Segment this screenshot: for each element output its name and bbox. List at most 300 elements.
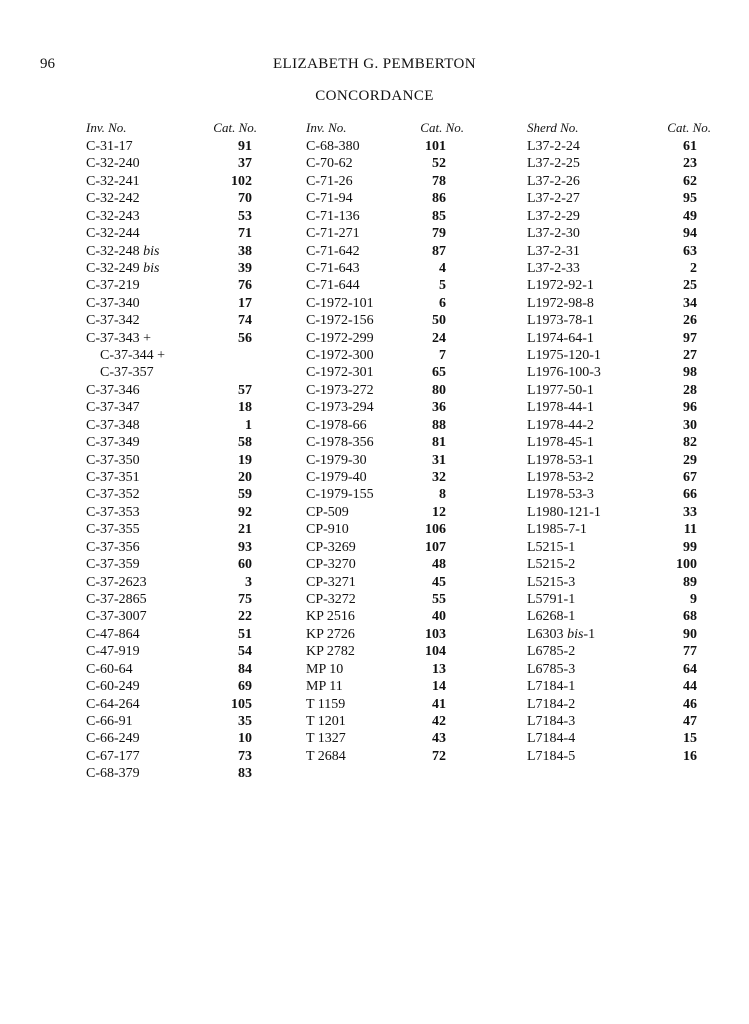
inventory-number-text: C-71-644	[306, 278, 360, 294]
concordance-row	[306, 643, 476, 660]
catalogue-number: 69	[238, 679, 252, 695]
inventory-number-text: C-1972-300	[306, 348, 374, 364]
inventory-number	[527, 295, 594, 312]
catalogue-number: 89	[683, 574, 697, 590]
catalogue-number: 51	[238, 626, 252, 642]
inventory-number	[86, 330, 151, 347]
catalogue-number: 60	[238, 557, 252, 573]
sherd-number-header: Sherd No.	[527, 120, 579, 135]
concordance-row	[86, 364, 256, 381]
inventory-number-text: CP-509	[306, 504, 349, 520]
concordance-row	[306, 190, 476, 207]
inventory-number	[86, 155, 140, 172]
inventory-number-text: L37-2-30	[527, 226, 580, 242]
inventory-number	[86, 382, 140, 399]
inventory-number-text: C-1979-30	[306, 452, 367, 468]
concordance-row	[86, 696, 256, 713]
inventory-number	[86, 260, 160, 277]
inventory-number	[86, 765, 140, 782]
catalogue-number: 32	[432, 470, 446, 486]
catalogue-number: 56	[238, 330, 252, 346]
concordance-row	[306, 591, 476, 608]
bis-suffix: bis	[143, 260, 160, 276]
inventory-number	[527, 469, 594, 486]
bis-suffix: bis	[567, 626, 584, 642]
inventory-number	[527, 208, 580, 225]
inventory-number-text: C-37-347	[86, 400, 140, 416]
inventory-number	[86, 399, 140, 416]
inventory-number	[306, 556, 356, 573]
inventory-number-text: C-1972-156	[306, 313, 374, 329]
catalogue-number: 75	[238, 591, 252, 607]
inventory-number	[306, 504, 349, 521]
inventory-number	[306, 225, 360, 242]
catalogue-number: 71	[238, 226, 252, 242]
concordance-row	[306, 434, 476, 451]
inventory-number-text: C-37-343 +	[86, 330, 152, 346]
concordance-row	[86, 277, 256, 294]
concordance-row	[306, 486, 476, 503]
inventory-number	[527, 486, 594, 503]
inventory-number-text: C-71-94	[306, 191, 353, 207]
inventory-number-text: C-68-379	[86, 766, 140, 782]
inventory-number-text: C-71-271	[306, 226, 360, 242]
catalogue-number: 100	[676, 557, 697, 573]
page-number: 96	[40, 56, 55, 72]
inventory-number	[86, 748, 140, 765]
concordance-row	[527, 190, 697, 207]
inventory-number	[306, 295, 374, 312]
inventory-number-text: C-37-355	[86, 522, 140, 538]
concordance-row	[86, 452, 256, 469]
inventory-number	[527, 626, 595, 643]
inventory-number-text: C-37-342	[86, 313, 140, 329]
inventory-number	[306, 155, 353, 172]
catalogue-number: 19	[238, 452, 252, 468]
concordance-row	[86, 504, 256, 521]
catalogue-number: 77	[683, 644, 697, 660]
inventory-number	[86, 243, 160, 260]
concordance-row	[527, 626, 697, 643]
catalogue-number: 91	[238, 139, 252, 154]
inventory-number	[527, 713, 575, 730]
catalogue-number: 92	[238, 504, 252, 520]
concordance-row	[306, 417, 476, 434]
inventory-number	[306, 574, 356, 591]
catalogue-number: 96	[683, 400, 697, 416]
catalogue-number: 68	[683, 609, 697, 625]
inventory-number-text: C-68-380	[306, 139, 360, 154]
catalogue-number: 10	[238, 731, 252, 747]
catalogue-number: 99	[683, 539, 697, 555]
inventory-number-text: MP 11	[306, 679, 343, 695]
inventory-number-text: C-70-62	[306, 156, 353, 172]
inventory-number	[527, 155, 580, 172]
concordance-row	[86, 748, 256, 765]
catalogue-number: 30	[683, 417, 697, 433]
inventory-number	[527, 556, 575, 573]
inventory-number-text: CP-3270	[306, 557, 356, 573]
inventory-number	[527, 504, 601, 521]
inventory-number	[306, 486, 374, 503]
inventory-number-text: L1976-100-3	[527, 365, 601, 381]
column-header	[86, 120, 256, 136]
inventory-number	[86, 312, 140, 329]
inventory-number-text: C-37-2623	[86, 574, 147, 590]
inventory-number-text: L1978-44-1	[527, 400, 594, 416]
concordance-row	[306, 574, 476, 591]
concordance-row	[306, 364, 476, 381]
inventory-number	[527, 730, 575, 747]
inventory-number-text: CP-3269	[306, 539, 356, 555]
concordance-row	[86, 626, 256, 643]
inventory-number-text: T 1327	[306, 731, 346, 747]
catalogue-number: 15	[683, 731, 697, 747]
inventory-number	[86, 521, 140, 538]
catalogue-number: 62	[683, 173, 697, 189]
inventory-number-text: C-37-352	[86, 487, 140, 503]
concordance-row	[306, 330, 476, 347]
concordance-row	[306, 295, 476, 312]
inventory-number-text: L7184-1	[527, 679, 576, 695]
inventory-number	[86, 504, 140, 521]
inventory-number	[306, 626, 355, 643]
concordance-row	[86, 556, 256, 573]
inventory-number-text: C-37-357	[100, 365, 154, 381]
inventory-number	[86, 138, 133, 155]
concordance-row	[527, 452, 697, 469]
concordance-row	[86, 312, 256, 329]
inventory-number-text: C-37-349	[86, 435, 140, 451]
bis-suffix: bis	[143, 243, 160, 259]
inventory-number-text: L1980-121-1	[527, 504, 601, 520]
inventory-number-text: C-32-240	[86, 156, 140, 172]
inventory-number	[86, 417, 140, 434]
inventory-number	[527, 382, 594, 399]
inventory-number-text: C-32-242	[86, 191, 140, 207]
concordance-column-1	[86, 120, 256, 783]
inventory-number-text: C-71-642	[306, 243, 360, 259]
catalogue-number: 47	[683, 713, 697, 729]
catalogue-number: 83	[238, 766, 252, 782]
inventory-number-text: C-1973-272	[306, 382, 374, 398]
inventory-number	[86, 696, 140, 713]
inventory-number	[306, 521, 349, 538]
concordance-row	[306, 347, 476, 364]
inventory-number	[86, 469, 140, 486]
catalogue-number: 26	[683, 313, 697, 329]
inventory-number-text: C-64-264	[86, 696, 140, 712]
concordance-row	[306, 225, 476, 242]
catalogue-number: 13	[432, 661, 446, 677]
inventory-number	[527, 748, 575, 765]
concordance-row	[86, 486, 256, 503]
concordance-row	[86, 608, 256, 625]
catalogue-number: 29	[683, 452, 697, 468]
concordance-row	[527, 434, 697, 451]
catalogue-number: 43	[432, 731, 446, 747]
inventory-number-text: CP-910	[306, 522, 349, 538]
catalogue-number: 63	[683, 243, 697, 259]
inventory-number-text: C-37-348	[86, 417, 140, 433]
catalogue-number: 61	[683, 139, 697, 154]
inventory-number	[527, 643, 575, 660]
inventory-number-text: L1978-53-1	[527, 452, 594, 468]
catalogue-number: 52	[432, 156, 446, 172]
inventory-number	[527, 539, 575, 556]
inventory-number	[86, 678, 140, 695]
inventory-number-text: C-71-26	[306, 173, 353, 189]
catalogue-number: 81	[432, 435, 446, 451]
inventory-number	[527, 260, 580, 277]
catalogue-number: 39	[238, 260, 252, 276]
inventory-number	[527, 312, 594, 329]
catalogue-number: 38	[238, 243, 252, 259]
catalogue-number: 42	[432, 713, 446, 729]
inventory-number	[306, 608, 355, 625]
concordance-row	[86, 225, 256, 242]
concordance-row	[306, 469, 476, 486]
column-header	[306, 120, 476, 136]
concordance-row	[306, 277, 476, 294]
concordance-row	[86, 382, 256, 399]
concordance-row	[527, 399, 697, 416]
column-header	[527, 120, 711, 136]
inventory-number-text: L1978-53-3	[527, 487, 594, 503]
inventory-number-text: L37-2-33	[527, 260, 580, 276]
inventory-number	[306, 382, 374, 399]
inventory-number	[527, 364, 601, 381]
catalogue-number: 25	[683, 278, 697, 294]
concordance-row	[306, 539, 476, 556]
concordance-row	[306, 661, 476, 678]
inventory-number-text: L1974-64-1	[527, 330, 594, 346]
catalogue-number-header: Cat. No.	[213, 120, 257, 135]
section-title: CONCORDANCE	[315, 88, 434, 104]
concordance-row	[86, 434, 256, 451]
concordance-row	[527, 556, 697, 573]
inventory-number	[527, 434, 594, 451]
concordance-row	[527, 138, 697, 155]
catalogue-number: 22	[238, 609, 252, 625]
inventory-number-text: L37-2-31	[527, 243, 580, 259]
inventory-number-text: C-37-340	[86, 295, 140, 311]
concordance-row	[86, 260, 256, 277]
catalogue-number: 34	[683, 295, 697, 311]
inventory-number-text: L1985-7-1	[527, 522, 587, 538]
concordance-row	[527, 486, 697, 503]
concordance-row	[306, 730, 476, 747]
inventory-number	[86, 452, 140, 469]
catalogue-number: 76	[238, 278, 252, 294]
inventory-number	[86, 434, 140, 451]
catalogue-number: 21	[238, 522, 252, 538]
concordance-row	[86, 138, 256, 155]
inventory-number	[527, 696, 575, 713]
concordance-row	[86, 347, 256, 364]
column-rows	[306, 138, 476, 765]
inventory-number-text: L5791-1	[527, 591, 576, 607]
catalogue-number: 66	[683, 487, 697, 503]
inventory-number	[306, 208, 360, 225]
inventory-number	[306, 434, 374, 451]
catalogue-number: 53	[238, 208, 252, 224]
inventory-number-text: C-37-351	[86, 470, 140, 486]
catalogue-number: 102	[231, 173, 252, 189]
inventory-number	[527, 574, 575, 591]
catalogue-number: 5	[439, 278, 446, 294]
inventory-number	[86, 608, 147, 625]
inventory-number	[86, 225, 140, 242]
inventory-number	[86, 208, 140, 225]
catalogue-number: 20	[238, 470, 252, 486]
concordance-row	[527, 713, 697, 730]
concordance-row	[527, 539, 697, 556]
catalogue-number: 41	[432, 696, 446, 712]
catalogue-number: 31	[432, 452, 446, 468]
inventory-number-text: C-37-350	[86, 452, 140, 468]
inventory-number	[86, 539, 140, 556]
concordance-row	[527, 696, 697, 713]
concordance-row	[527, 330, 697, 347]
catalogue-number: 18	[238, 400, 252, 416]
concordance-row	[86, 765, 256, 782]
concordance-row	[527, 208, 697, 225]
catalogue-number: 4	[439, 260, 446, 276]
concordance-row	[306, 626, 476, 643]
concordance-row	[527, 469, 697, 486]
inventory-number	[306, 678, 343, 695]
concordance-row	[527, 417, 697, 434]
inventory-number-text: C-37-3007	[86, 609, 147, 625]
catalogue-number: 72	[432, 748, 446, 764]
inventory-number-text: C-1979-155	[306, 487, 374, 503]
inventory-number-text: C-66-249	[86, 731, 140, 747]
concordance-row	[86, 643, 256, 660]
catalogue-number: 35	[238, 713, 252, 729]
inventory-number-text: C-1978-66	[306, 417, 367, 433]
concordance-row	[306, 312, 476, 329]
inventory-number	[306, 748, 346, 765]
concordance-row	[86, 330, 256, 347]
inventory-number-text: C-32-244	[86, 226, 140, 242]
concordance-row	[306, 521, 476, 538]
catalogue-number: 64	[683, 661, 697, 677]
catalogue-number: 3	[245, 574, 252, 590]
concordance-row	[306, 696, 476, 713]
inventory-number-text: C-37-2865	[86, 591, 147, 607]
inventory-number	[306, 469, 367, 486]
inventory-number	[306, 277, 360, 294]
inventory-number-text: L37-2-29	[527, 208, 580, 224]
concordance-row	[306, 243, 476, 260]
catalogue-number: 98	[683, 365, 697, 381]
inventory-number-text: L1973-78-1	[527, 313, 594, 329]
inventory-number-text: C-31-17	[86, 139, 133, 154]
inventory-number	[527, 138, 580, 155]
catalogue-number: 23	[683, 156, 697, 172]
catalogue-number: 85	[432, 208, 446, 224]
inventory-number-text: L7184-3	[527, 713, 576, 729]
inventory-number-text: C-67-177	[86, 748, 140, 764]
inventory-number-text: C-47-919	[86, 644, 140, 660]
concordance-row	[527, 643, 697, 660]
inventory-number	[527, 190, 580, 207]
inventory-number	[306, 330, 374, 347]
concordance-row	[306, 382, 476, 399]
inventory-number-text: L7184-5	[527, 748, 576, 764]
inventory-number	[86, 295, 140, 312]
concordance-row	[86, 661, 256, 678]
inventory-number	[100, 364, 154, 381]
catalogue-number: 107	[425, 539, 446, 555]
concordance-row	[527, 591, 697, 608]
inventory-number	[306, 452, 367, 469]
catalogue-number: 54	[238, 644, 252, 660]
catalogue-number: 2	[690, 260, 697, 276]
inventory-number-text: L1975-120-1	[527, 348, 601, 364]
catalogue-number: 8	[439, 487, 446, 503]
inventory-number	[86, 661, 133, 678]
inventory-number	[86, 713, 133, 730]
inventory-number-text: T 1159	[306, 696, 346, 712]
inventory-number	[306, 190, 353, 207]
concordance-row	[527, 730, 697, 747]
concordance-row	[86, 155, 256, 172]
concordance-row	[527, 312, 697, 329]
catalogue-number: 55	[432, 591, 446, 607]
catalogue-number: 70	[238, 191, 252, 207]
inventory-number-text: L1972-98-8	[527, 295, 594, 311]
catalogue-number: 73	[238, 748, 252, 764]
inventory-number-text: L5215-3	[527, 574, 576, 590]
catalogue-number: 103	[425, 626, 446, 642]
inventory-number-text: L37-2-27	[527, 191, 580, 207]
concordance-row	[306, 138, 476, 155]
catalogue-number: 78	[432, 173, 446, 189]
catalogue-number-header: Cat. No.	[667, 120, 711, 135]
column-rows	[527, 138, 697, 765]
concordance-row	[86, 730, 256, 747]
inventory-number-text: L37-2-24	[527, 139, 580, 154]
inventory-number	[306, 173, 353, 190]
concordance-column-2	[306, 120, 476, 765]
inventory-number	[86, 574, 147, 591]
catalogue-number: 88	[432, 417, 446, 433]
catalogue-number: 1	[245, 417, 252, 433]
concordance-row	[306, 452, 476, 469]
catalogue-number: 65	[432, 365, 446, 381]
concordance-row	[86, 399, 256, 416]
inventory-number-text: C-47-864	[86, 626, 140, 642]
concordance-row	[86, 173, 256, 190]
inventory-number-text: T 2684	[306, 748, 346, 764]
inventory-number	[306, 347, 374, 364]
concordance-row	[527, 277, 697, 294]
concordance-row	[306, 748, 476, 765]
inventory-number-text: C-71-643	[306, 260, 360, 276]
inventory-number	[527, 661, 575, 678]
concordance-row	[527, 260, 697, 277]
catalogue-number: 82	[683, 435, 697, 451]
inventory-number-text: C-37-219	[86, 278, 140, 294]
inventory-number	[306, 138, 360, 155]
inventory-number-text: C-1972-301	[306, 365, 374, 381]
inventory-number-text: C-37-359	[86, 557, 140, 573]
catalogue-number: 67	[683, 470, 697, 486]
inventory-number-text: C-1972-101	[306, 295, 374, 311]
inventory-number-text: C-37-344 +	[100, 348, 166, 364]
